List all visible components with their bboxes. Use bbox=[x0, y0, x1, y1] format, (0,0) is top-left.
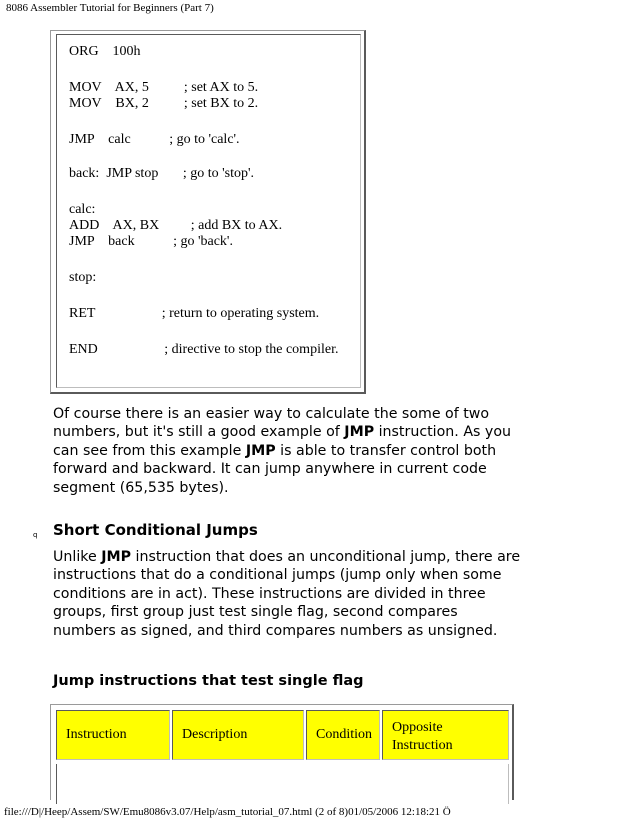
code-line: MOV BX, 2 ; set BX to 2. bbox=[69, 96, 259, 111]
code-line: ADD AX, BX ; add BX to AX. bbox=[69, 218, 283, 233]
table-header-description: Description bbox=[172, 710, 304, 760]
table-header-opposite-instruction: Opposite Instruction bbox=[382, 710, 509, 760]
code-line: END ; directive to stop the compiler. bbox=[69, 342, 339, 357]
code-line: JMP calc ; go to 'calc'. bbox=[69, 132, 240, 147]
table-row bbox=[56, 764, 509, 804]
code-line: JMP back ; go 'back'. bbox=[69, 234, 233, 249]
page-footer-path: file:///D|/Heep/Assem/SW/Emu8086v3.07/Help/asm_tutorial_07.html (2 of 8)01/05/2006 12:18:21 Ö bbox=[4, 806, 451, 818]
paragraph-conditional-jumps: Unlike JMP instruction that does an unconditional jump, there are instructions that do a conditional jumps (jump only when some conditions are in act). These instructions are divided in three groups, first group just test single flag, second compares numbers as signed, and third compares numbers as unsigned. bbox=[53, 549, 521, 639]
code-line: MOV AX, 5 ; set AX to 5. bbox=[69, 80, 259, 95]
table-header-instruction: Instruction bbox=[56, 710, 170, 760]
table-header-condition: Condition bbox=[306, 710, 380, 760]
table-subheading: Jump instructions that test single flag bbox=[53, 673, 364, 689]
code-line: ORG 100h bbox=[69, 44, 141, 59]
code-line: stop: bbox=[69, 270, 97, 285]
paragraph-jmp-example: Of course there is an easier way to calculate the some of two numbers, but it's still a good example of JMP instruction. As you can see from this example JMP is able to transfer control both forward and backward. It can jump anywhere in current code segment (65,535 bytes). bbox=[53, 406, 511, 496]
code-line: back: JMP stop ; go to 'stop'. bbox=[69, 166, 254, 181]
section-heading: Short Conditional Jumps bbox=[53, 521, 258, 539]
code-line: calc: bbox=[69, 202, 96, 217]
bullet-glyph: q bbox=[33, 531, 38, 539]
code-line: RET ; return to operating system. bbox=[69, 306, 320, 321]
code-box-inner bbox=[56, 34, 361, 388]
page-header-title: 8086 Assembler Tutorial for Beginners (Part 7) bbox=[6, 2, 214, 14]
